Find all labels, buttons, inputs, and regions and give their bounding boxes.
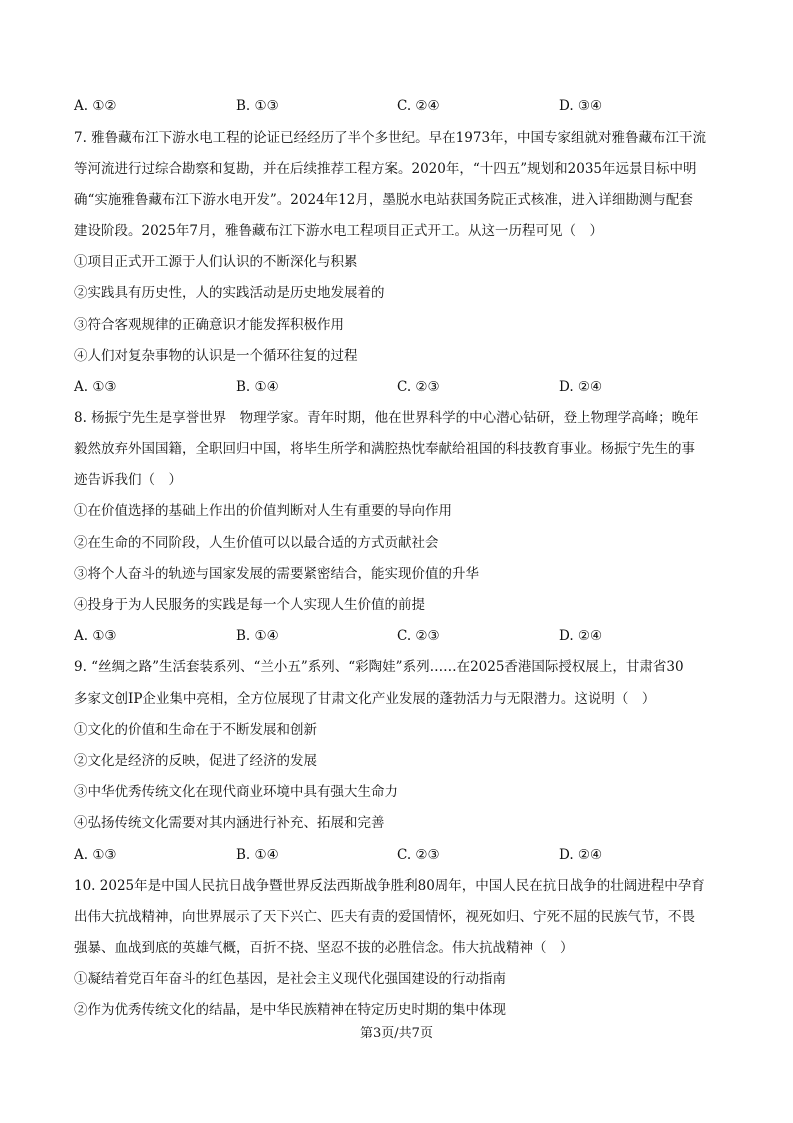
q9-statement-4: ④弘扬传统文化需要对其内涵进行补充、拓展和完善 [74,815,385,831]
q9-option-c: C. ②③ [397,847,440,863]
q9-option-a: A. ①③ [74,847,117,863]
q9-statement-2: ②文化是经济的反映，促进了经济的发展 [74,753,317,769]
q10-stem-line: 出伟大抗战精神，向世界展示了天下兴亡、匹夫有责的爱国情怀，视死如归、宁死不屈的民族气节，不畏 [74,909,695,925]
q8-options [74,627,724,645]
q8-statement-3: ③将个人奋斗的轨迹与国家发展的需要紧密结合，能实现价值的升华 [74,566,479,582]
q7-stem-line: 建设阶段。2025年7月，雅鲁藏布江下游水电工程项目正式开工。从这一历程可见（ ） [74,223,603,239]
q7-option-a: A. ①③ [74,379,117,395]
q6-option-d: D. ③④ [559,98,603,114]
q8-statement-2: ②在生命的不同阶段，人生价值可以以最合适的方式贡献社会 [74,535,439,551]
q10-stem-line: 强暴、血战到底的英雄气概，百折不挠、坚忍不拔的必胜信念。伟大抗战精神（ ） [74,940,574,956]
q6-option-a: A. ①② [74,98,117,114]
q8-statement-1: ①在价值选择的基础上作出的价值判断对人生有重要的导向作用 [74,503,452,519]
q7-statement-1: ①项目正式开工源于人们认识的不断深化与积累 [74,254,358,270]
q7-stem-line: 确“实施雅鲁藏布江下游水电开发”。2024年12月，墨脱水电站获国务院正式核准，进入详细勘测与配套 [74,192,693,208]
q9-stem-line: 多家文创IP企业集中亮相，全方位展现了甘肃文化产业发展的蓬勃活力与无限潜力。这说明（ ） [74,691,656,707]
q8-stem-line: 毅然放弃外国国籍，全职回归中国，将毕生所学和满腔热忱奉献给祖国的科技教育事业。杨振宁先生的事 [74,441,695,457]
q8-option-d: D. ②④ [559,628,603,644]
q7-stem-line: 等河流进行过综合勘察和复勘，并在后续推荐工程方案。2020年，“十四五”规划和2035年远景目标中明 [74,161,697,177]
q7-statement-3: ③符合客观规律的正确意识才能发挥积极作用 [74,317,344,333]
q9-option-d: D. ②④ [559,847,603,863]
q8-statement-4: ④投身于为人民服务的实践是每一个人实现人生价值的前提 [74,597,425,613]
q7-statement-4: ④人们对复杂事物的认识是一个循环往复的过程 [74,348,358,364]
q9-options [74,846,724,864]
q7-stem-line: 7. 雅鲁藏布江下游水电工程的论证已经经历了半个多世纪。早在1973年，中国专家组就对雅鲁藏布江干流 [74,130,707,146]
q7-option-d: D. ②④ [559,379,603,395]
q6-option-c: C. ②④ [397,98,440,114]
q9-statement-3: ③中华优秀传统文化在现代商业环境中具有强大生命力 [74,784,398,800]
q8-option-b: B. ①④ [236,628,279,644]
q9-stem-line: 9. “丝绸之路”生活套装系列、“兰小五”系列、“彩陶娃”系列……在2025香港国际授权展上，甘肃省30 [74,659,684,675]
q6-option-b: B. ①③ [236,98,279,114]
q9-option-b: B. ①④ [236,847,279,863]
page-number: 第3页/共7页 [360,1026,433,1041]
q8-option-c: C. ②③ [397,628,440,644]
q10-statement-2: ②作为优秀传统文化的结晶，是中华民族精神在特定历史时期的集中体现 [74,1002,506,1018]
q7-statement-2: ②实践具有历史性，人的实践活动是历史地发展着的 [74,285,385,301]
q9-statement-1: ①文化的价值和生命在于不断发展和创新 [74,722,317,738]
q10-stem-line: 10. 2025年是中国人民抗日战争暨世界反法西斯战争胜利80周年，中国人民在抗日战争的壮阔进程中孕育 [74,878,705,894]
q8-stem-line: 迹告诉我们（ ） [74,472,182,488]
q7-option-c: C. ②③ [397,379,440,395]
q6-options [74,97,724,115]
q7-options [74,378,724,396]
q7-option-b: B. ①④ [236,379,279,395]
q8-stem-line: 8. 杨振宁先生是享誉世界 物理学家。青年时期，他在世界科学的中心潜心钻研，登上物理学高峰；晚年 [74,410,699,426]
q8-option-a: A. ①③ [74,628,117,644]
q10-statement-1: ①凝结着党百年奋斗的红色基因，是社会主义现代化强国建设的行动指南 [74,971,506,987]
